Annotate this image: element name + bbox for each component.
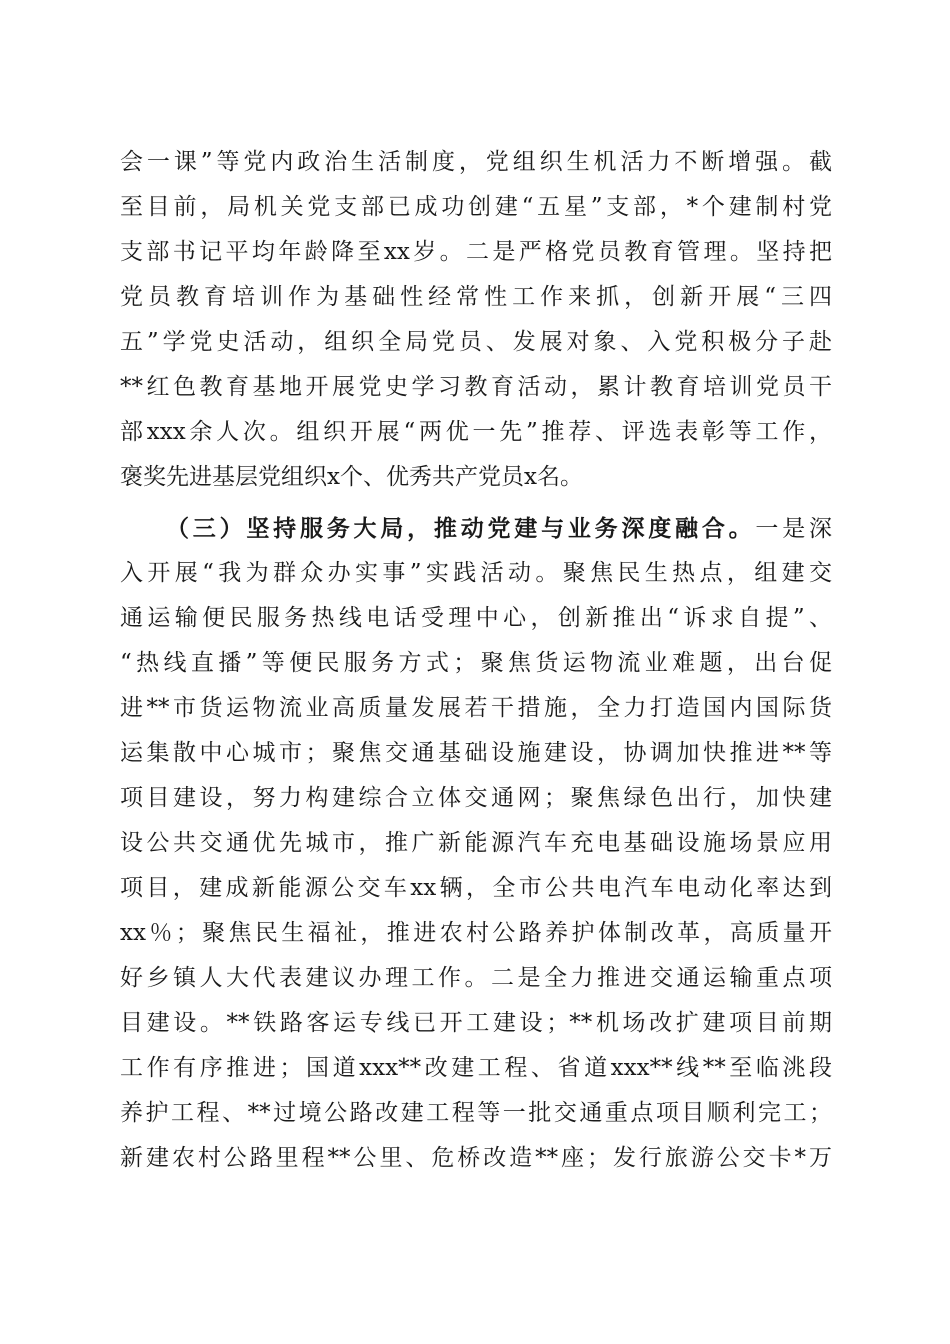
text-line: 好乡镇人大代表建议办理工作。二是全力推进交通运输重点项 — [120, 965, 832, 991]
text-line: 运集散中心城市；聚焦交通基础设施建设，协调加快推进**等 — [120, 740, 832, 766]
text-line: xx％；聚焦民生福祉，推进农村公路养护体制改革，高质量开 — [120, 920, 832, 946]
text-line: 党员教育培训作为基础性经常性工作来抓，创新开展“三四 — [120, 284, 832, 310]
text-line: 工作有序推进；国道xxx**改建工程、省道xxx**线**至临洮段 — [120, 1055, 832, 1081]
text-line: 通运输便民服务热线电话受理中心，创新推出“诉求自提”、 — [120, 605, 832, 631]
text-line: 养护工程、**过境公路改建工程等一批交通重点项目顺利完工； — [120, 1100, 832, 1126]
text-line: 设公共交通优先城市，推广新能源汽车充电基础设施场景应用 — [120, 830, 832, 856]
text-line: 进**市货运物流业高质量发展若干措施，全力打造国内国际货 — [120, 695, 832, 721]
text-line: **红色教育基地开展党史学习教育活动，累计教育培训党员干 — [120, 374, 832, 400]
text-line: 入开展“我为群众办实事”实践活动。聚焦民生热点，组建交 — [120, 560, 832, 586]
text-line: 部xxx余人次。组织开展“两优一先”推荐、评选表彰等工作， — [120, 419, 832, 445]
text-line: 项目建设，努力构建综合立体交通网；聚焦绿色出行，加快建 — [120, 785, 832, 811]
text-line: 项目，建成新能源公交车xx辆，全市公共电汽车电动化率达到 — [120, 875, 832, 901]
text-line: 至目前，局机关党支部已成功创建“五星”支部，*个建制村党 — [120, 194, 832, 220]
text-line: 褒奖先进基层党组织x个、优秀共产党员x名。 — [120, 464, 583, 490]
heading-continuation: 一是深 — [755, 516, 832, 542]
text-line: 目建设。**铁路客运专线已开工建设；**机场改扩建项目前期 — [120, 1010, 832, 1036]
text-line: 新建农村公路里程**公里、危桥改造**座；发行旅游公交卡*万 — [120, 1145, 832, 1171]
text-line: 支部书记平均年龄降至xx岁。二是严格党员教育管理。坚持把 — [120, 239, 832, 265]
text-line: 会一课”等党内政治生活制度，党组织生机活力不断增强。截 — [120, 149, 832, 175]
paragraph-2 — [120, 506, 832, 1181]
body-text — [120, 140, 832, 1181]
section-heading: （三）坚持服务大局，推动党建与业务深度融合。 — [166, 515, 756, 542]
text-line: “热线直播”等便民服务方式；聚焦货运物流业难题，出台促 — [120, 650, 832, 676]
text-line: 五”学党史活动，组织全局党员、发展对象、入党积极分子赴 — [120, 329, 832, 355]
text-line — [120, 506, 832, 551]
paragraph-1 — [120, 140, 832, 500]
